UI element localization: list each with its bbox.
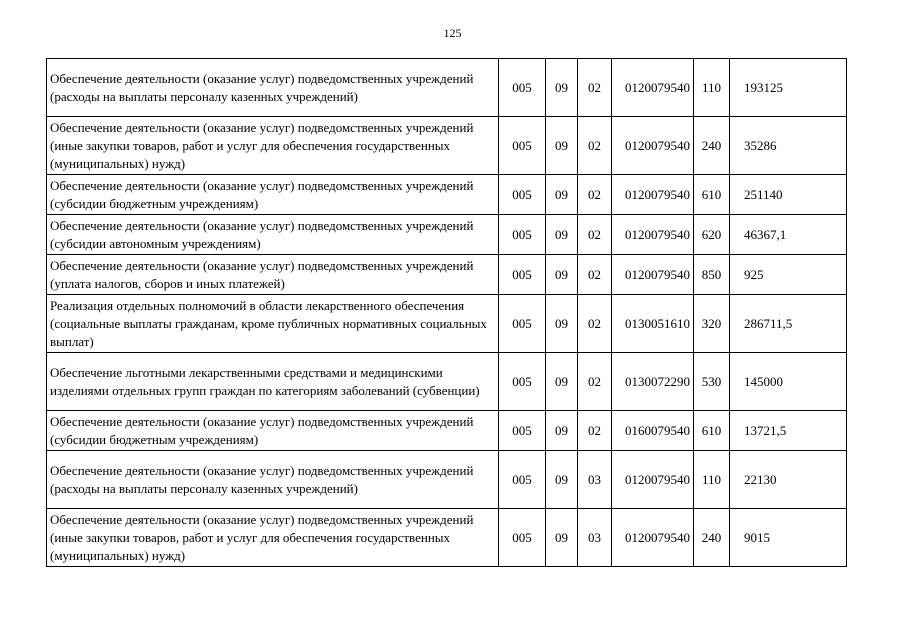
table-row <box>47 411 847 451</box>
table-row <box>47 117 847 175</box>
section-code: 09 <box>546 117 578 175</box>
subsection-code: 02 <box>578 255 612 295</box>
ministry-code: 005 <box>499 411 546 451</box>
ministry-code: 005 <box>499 175 546 215</box>
ministry-code: 005 <box>499 117 546 175</box>
section-code: 09 <box>546 175 578 215</box>
section-code: 09 <box>546 451 578 509</box>
table-row <box>47 255 847 295</box>
amount-value: 46367,1 <box>730 215 847 255</box>
target-article-code: 0130051610 <box>612 295 694 353</box>
section-code: 09 <box>546 353 578 411</box>
expense-type-code: 320 <box>694 295 730 353</box>
expense-type-code: 240 <box>694 117 730 175</box>
budget-expenditure-table <box>46 58 847 567</box>
subsection-code: 02 <box>578 175 612 215</box>
target-article-code: 0120079540 <box>612 255 694 295</box>
table-row <box>47 295 847 353</box>
row-description: Обеспечение деятельности (оказание услуг) подведомственных учреждений (уплата налогов, сборов и иных платежей) <box>47 255 499 295</box>
row-description: Обеспечение деятельности (оказание услуг) подведомственных учреждений (субсидии автономным учреждениям) <box>47 215 499 255</box>
subsection-code: 02 <box>578 117 612 175</box>
section-code: 09 <box>546 215 578 255</box>
amount-value: 193125 <box>730 59 847 117</box>
expense-type-code: 110 <box>694 451 730 509</box>
target-article-code: 0120079540 <box>612 215 694 255</box>
table-row <box>47 353 847 411</box>
target-article-code: 0160079540 <box>612 411 694 451</box>
ministry-code: 005 <box>499 215 546 255</box>
subsection-code: 02 <box>578 295 612 353</box>
section-code: 09 <box>546 509 578 567</box>
section-code: 09 <box>546 295 578 353</box>
page-number: 125 <box>443 26 462 40</box>
amount-value: 35286 <box>730 117 847 175</box>
target-article-code: 0130072290 <box>612 353 694 411</box>
target-article-code: 0120079540 <box>612 509 694 567</box>
ministry-code: 005 <box>499 295 546 353</box>
subsection-code: 03 <box>578 509 612 567</box>
section-code: 09 <box>546 255 578 295</box>
amount-value: 13721,5 <box>730 411 847 451</box>
amount-value: 145000 <box>730 353 847 411</box>
amount-value: 22130 <box>730 451 847 509</box>
amount-value: 925 <box>730 255 847 295</box>
section-code: 09 <box>546 411 578 451</box>
subsection-code: 03 <box>578 451 612 509</box>
ministry-code: 005 <box>499 509 546 567</box>
ministry-code: 005 <box>499 59 546 117</box>
expense-type-code: 240 <box>694 509 730 567</box>
row-description: Обеспечение деятельности (оказание услуг) подведомственных учреждений (иные закупки товаров, работ и услуг для обеспечения государственных (муниципальных) нужд) <box>47 117 499 175</box>
table-row <box>47 509 847 567</box>
table-row <box>47 451 847 509</box>
row-description: Обеспечение льготными лекарственными средствами и медицинскими изделиями отдельных групп граждан по категориям заболеваний (субвенции) <box>47 353 499 411</box>
subsection-code: 02 <box>578 353 612 411</box>
row-description: Реализация отдельных полномочий в области лекарственного обеспечения (социальные выплаты гражданам, кроме публичных нормативных социальных выплат) <box>47 295 499 353</box>
table-row <box>47 215 847 255</box>
expense-type-code: 620 <box>694 215 730 255</box>
target-article-code: 0120079540 <box>612 59 694 117</box>
expense-type-code: 530 <box>694 353 730 411</box>
table-row <box>47 59 847 117</box>
amount-value: 251140 <box>730 175 847 215</box>
row-description: Обеспечение деятельности (оказание услуг) подведомственных учреждений (расходы на выплаты персоналу казенных учреждений) <box>47 451 499 509</box>
amount-value: 286711,5 <box>730 295 847 353</box>
row-description: Обеспечение деятельности (оказание услуг) подведомственных учреждений (субсидии бюджетным учреждениям) <box>47 175 499 215</box>
row-description: Обеспечение деятельности (оказание услуг) подведомственных учреждений (иные закупки товаров, работ и услуг для обеспечения государственных (муниципальных) нужд) <box>47 509 499 567</box>
table-row <box>47 175 847 215</box>
row-description: Обеспечение деятельности (оказание услуг) подведомственных учреждений (субсидии бюджетным учреждениям) <box>47 411 499 451</box>
expense-type-code: 610 <box>694 175 730 215</box>
target-article-code: 0120079540 <box>612 175 694 215</box>
expense-type-code: 610 <box>694 411 730 451</box>
subsection-code: 02 <box>578 215 612 255</box>
amount-value: 9015 <box>730 509 847 567</box>
expense-type-code: 110 <box>694 59 730 117</box>
subsection-code: 02 <box>578 411 612 451</box>
ministry-code: 005 <box>499 255 546 295</box>
target-article-code: 0120079540 <box>612 117 694 175</box>
target-article-code: 0120079540 <box>612 451 694 509</box>
subsection-code: 02 <box>578 59 612 117</box>
ministry-code: 005 <box>499 451 546 509</box>
ministry-code: 005 <box>499 353 546 411</box>
row-description: Обеспечение деятельности (оказание услуг) подведомственных учреждений (расходы на выплаты персоналу казенных учреждений) <box>47 59 499 117</box>
section-code: 09 <box>546 59 578 117</box>
expense-type-code: 850 <box>694 255 730 295</box>
